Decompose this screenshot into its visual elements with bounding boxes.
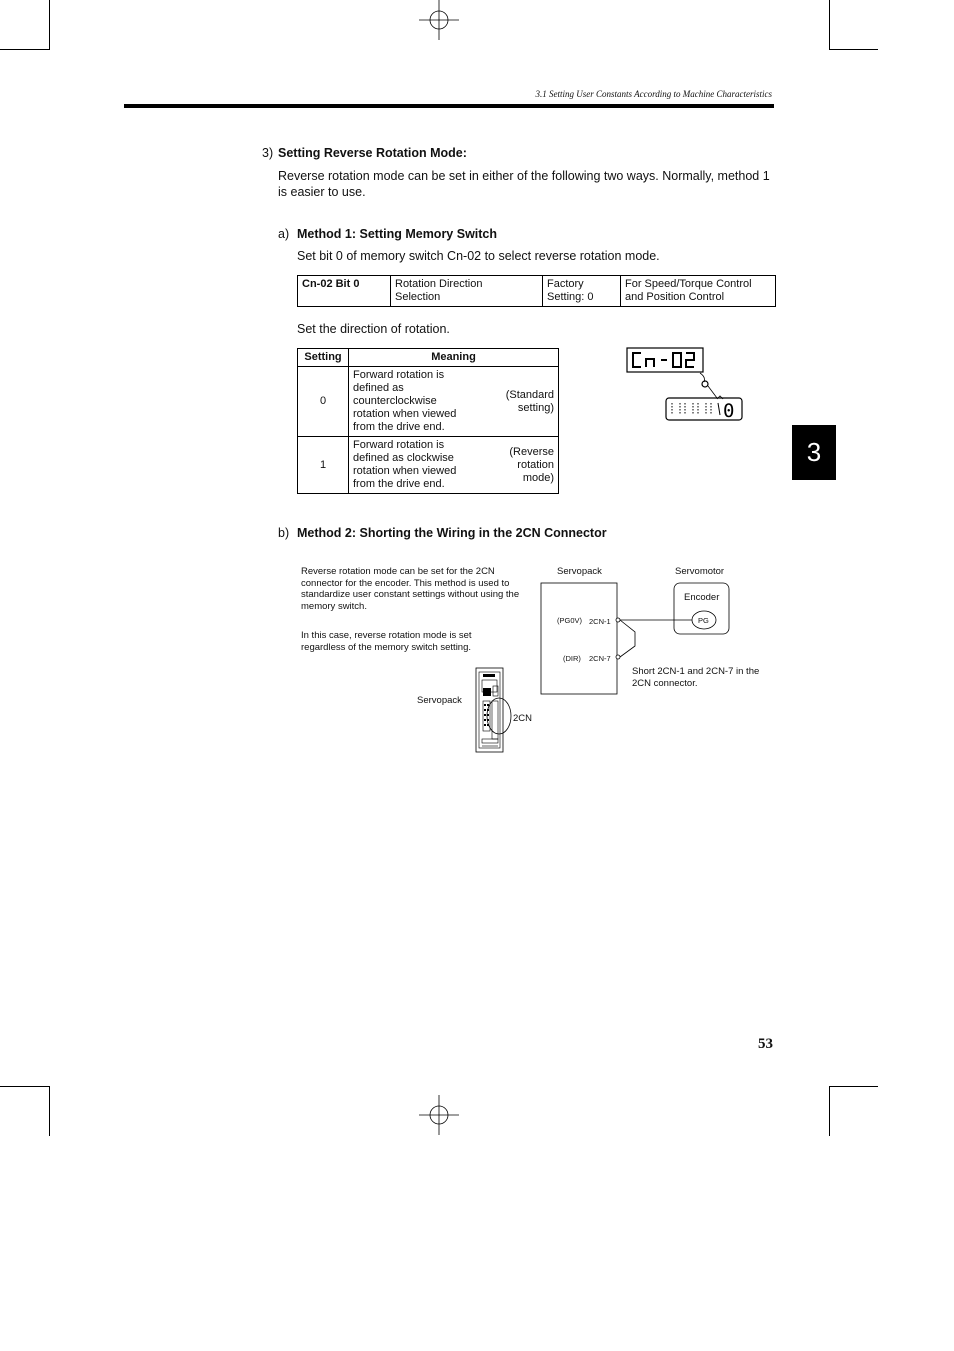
config-factory: Factory Setting: 0 [543, 276, 621, 307]
method2-letter: b) [278, 526, 290, 540]
unit-label: Servopack [417, 695, 462, 706]
section-intro: Reverse rotation mode can be set in either of the following two ways. Normally, method 1 is easier to use. [278, 169, 770, 199]
connector-label: 2CN [513, 713, 533, 724]
config-table [297, 275, 776, 307]
meaning-cell [349, 437, 559, 494]
method2-title: Method 2: Shorting the Wiring in the 2CN Connector [297, 526, 607, 540]
pin1-signal: (PG0V) [557, 616, 583, 625]
pg-label: PG [698, 616, 709, 625]
meaning-note: (Reverse rotation mode) [509, 445, 554, 484]
servomotor-label: Servomotor [675, 566, 725, 577]
meaning-text: Forward rotation is defined as counterclockwise rotation when viewed from the drive end. [353, 369, 457, 433]
direction-text: Set the direction of rotation. [297, 322, 450, 336]
method1-title: Method 1: Setting Memory Switch [297, 227, 498, 241]
method2-desc1: Reverse rotation mode can be set for the 2CN connector for the encoder. This method is used to standardize user constant settings without using the memory switch. [301, 566, 520, 612]
chapter-tab: 3 [792, 425, 836, 480]
display-digit: 0 [723, 400, 735, 422]
crop-mark [49, 1086, 50, 1136]
col-header-setting: Setting [298, 349, 349, 367]
method1-text: Set bit 0 of memory switch Cn-02 to select reverse rotation mode. [297, 249, 660, 263]
short-note: Short 2CN-1 and 2CN-7 in the 2CN connector. [632, 666, 760, 689]
servopack-unit-illustration [474, 666, 514, 754]
page-number: 53 [758, 1036, 773, 1052]
config-usage: For Speed/Torque Control and Position Control [621, 276, 776, 307]
crop-mark [49, 0, 50, 50]
registration-mark-bottom [418, 1094, 460, 1136]
config-name: Rotation Direction Selection [391, 276, 543, 307]
table-header-row [298, 349, 559, 367]
table-row [298, 367, 559, 437]
method2-desc2: In this case, reverse rotation mode is set regardless of the memory switch setting. [301, 630, 472, 653]
meaning-text: Forward rotation is defined as clockwise rotation when viewed from the drive end. [353, 439, 457, 490]
pin7-signal: (DIR) [563, 654, 581, 663]
crop-mark [0, 49, 50, 50]
meaning-note: (Standard setting) [505, 388, 554, 414]
config-param: Cn-02 Bit 0 [298, 276, 391, 307]
setting-value: 0 [298, 367, 349, 437]
section-number: 3) [262, 146, 274, 160]
meaning-cell [349, 367, 559, 437]
crop-mark [829, 0, 830, 50]
panel-display-illustration [624, 346, 746, 424]
pin1-label: 2CN-1 [589, 617, 611, 626]
crop-mark [0, 1086, 50, 1087]
pin7-label: 2CN-7 [589, 654, 611, 663]
encoder-label: Encoder [684, 592, 720, 603]
settings-table [297, 348, 559, 494]
config-row [298, 276, 776, 307]
method1-letter: a) [278, 227, 290, 241]
setting-value: 1 [298, 437, 349, 494]
col-header-meaning: Meaning [349, 349, 559, 367]
running-header: 3.1 Setting User Constants According to Machine Characteristics [535, 89, 772, 99]
crop-mark [829, 1086, 830, 1136]
crop-mark [829, 49, 878, 50]
header-rule [124, 104, 774, 108]
crop-mark [829, 1086, 878, 1087]
section-title: Setting Reverse Rotation Mode: [278, 146, 467, 160]
table-row [298, 437, 559, 494]
registration-mark-top [418, 0, 460, 42]
servopack-label: Servopack [557, 566, 602, 577]
